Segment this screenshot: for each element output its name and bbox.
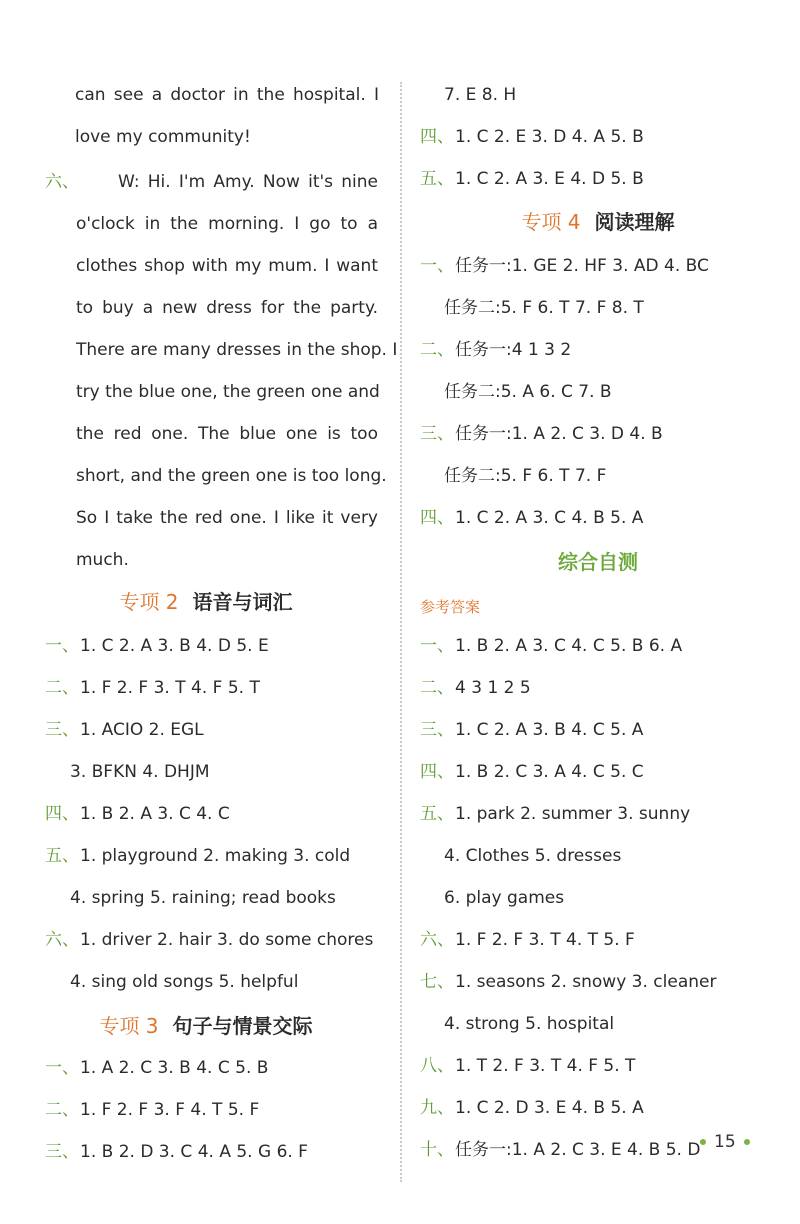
answer-line (76, 422, 378, 446)
question-marker: 二、 (420, 678, 454, 698)
section-number: 专项 4 (521, 210, 581, 234)
question-marker: 一、 (420, 636, 454, 656)
question-marker: 六、 (45, 172, 79, 192)
answer-text: 1. C 2. E 3. D 4. A 5. B (455, 127, 644, 147)
answer-line (420, 1138, 700, 1162)
question-marker: 六、 (420, 930, 454, 950)
answer-text: 3. BFKN 4. DHJM (70, 762, 210, 782)
answer-text: 1. B 2. C 3. A 4. C 5. C (455, 762, 644, 782)
answer-text: 1. C 2. A 3. B 4. C 5. A (455, 720, 644, 740)
answer-text: 4 3 1 2 5 (455, 678, 531, 698)
question-marker: 八、 (420, 1056, 454, 1076)
answer-line (420, 634, 682, 658)
answer-line (444, 83, 516, 107)
section-title: 阅读理解 (594, 210, 675, 234)
answer-line (420, 167, 644, 191)
answer-line (420, 1054, 635, 1078)
answer-line (45, 676, 260, 700)
answer-text: 4. Clothes 5. dresses (444, 846, 622, 866)
answer-text: o'clock in the morning. I go to a (76, 214, 378, 234)
question-marker: 九、 (420, 1098, 454, 1118)
answer-text: the red one. The blue one is too (76, 424, 378, 444)
page-number (692, 1132, 758, 1152)
question-marker: 五、 (420, 804, 454, 824)
answer-line (76, 548, 129, 572)
answer-line (76, 254, 378, 278)
answer-line (420, 254, 709, 278)
answer-text: 1. seasons 2. snowy 3. cleaner (455, 972, 717, 992)
answer-line (76, 296, 378, 320)
answer-text: 1. driver 2. hair 3. do some chores (80, 930, 374, 950)
answer-line (444, 296, 644, 320)
answer-text: love my community! (75, 127, 251, 147)
answer-text: 任务一:1. GE 2. HF 3. AD 4. BC (455, 256, 709, 276)
section-title: 句子与情景交际 (172, 1014, 313, 1038)
answer-text: W: Hi. I'm Amy. Now it's nine (118, 172, 378, 192)
answer-text: 4. sing old songs 5. helpful (70, 972, 299, 992)
answer-text: try the blue one, the green one and (76, 382, 380, 402)
answer-text: clothes shop with my mum. I want (76, 256, 378, 276)
answer-text: 任务一:4 1 3 2 (455, 340, 572, 360)
section-title: 综合自测 (558, 550, 638, 574)
question-marker: 五、 (45, 846, 79, 866)
answer-line (45, 802, 230, 826)
reference-answer-label: 参考答案 (420, 598, 481, 616)
answer-text: 1. A 2. C 3. B 4. C 5. B (80, 1058, 269, 1078)
question-marker: 三、 (45, 720, 79, 740)
answer-line (420, 970, 716, 994)
answer-text: can see a doctor in the hospital. I (75, 85, 379, 105)
answer-text: 4. spring 5. raining; read books (70, 888, 336, 908)
question-marker: 四、 (420, 127, 454, 147)
answer-line (444, 1012, 614, 1036)
answer-line (76, 212, 378, 236)
answer-text: 任务一:1. A 2. C 3. E 4. B 5. D (455, 1140, 701, 1160)
section-heading (408, 208, 788, 236)
answer-line (75, 83, 379, 107)
answer-text: 1. F 2. F 3. F 4. T 5. F (80, 1100, 260, 1120)
answer-line (420, 338, 571, 362)
answer-text: 1. C 2. A 3. E 4. D 5. B (455, 169, 644, 189)
answer-line (420, 1096, 644, 1120)
answer-text: 1. C 2. A 3. B 4. D 5. E (80, 636, 269, 656)
page-number-text: 15 (714, 1132, 736, 1152)
answer-text: 1. C 2. A 3. C 4. B 5. A (455, 508, 644, 528)
question-marker: 一、 (45, 1058, 79, 1078)
section-heading (0, 588, 412, 616)
dot-icon (700, 1139, 706, 1145)
answer-line (70, 760, 210, 784)
answer-line (75, 125, 251, 149)
question-marker: 七、 (420, 972, 454, 992)
answer-text: 1. B 2. A 3. C 4. C (80, 804, 230, 824)
answer-line (45, 928, 373, 952)
answer-text: 任务一:1. A 2. C 3. D 4. B (455, 424, 663, 444)
answer-text: 1. B 2. A 3. C 4. C 5. B 6. A (455, 636, 683, 656)
answer-text: 任务二:5. F 6. T 7. F 8. T (444, 298, 644, 318)
answer-text: much. (76, 550, 129, 570)
answer-line (76, 338, 398, 362)
section-number: 专项 2 (119, 590, 179, 614)
answer-text: 1. playground 2. making 3. cold (80, 846, 351, 866)
answer-line (76, 464, 387, 488)
question-marker: 四、 (45, 804, 79, 824)
answer-line (45, 718, 204, 742)
section-title: 语音与词汇 (192, 590, 293, 614)
answer-line (45, 634, 269, 658)
answer-line (45, 1056, 268, 1080)
answer-line (420, 928, 635, 952)
section-heading (0, 1012, 412, 1040)
answer-text: 1. F 2. F 3. T 4. T 5. F (455, 930, 635, 950)
question-marker: 二、 (45, 678, 79, 698)
answer-line (70, 886, 336, 910)
question-marker: 六、 (45, 930, 79, 950)
answer-text: 4. strong 5. hospital (444, 1014, 615, 1034)
answer-text: short, and the green one is too long. (76, 466, 387, 486)
answer-line (420, 760, 644, 784)
answer-line (76, 380, 378, 404)
answer-text: 1. F 2. F 3. T 4. F 5. T (80, 678, 260, 698)
answer-text: 6. play games (444, 888, 565, 908)
answer-text: 任务二:5. F 6. T 7. F (444, 466, 607, 486)
answer-text: 7. E 8. H (444, 85, 517, 105)
answer-text: 1. B 2. D 3. C 4. A 5. G 6. F (80, 1142, 308, 1162)
answer-line (420, 422, 663, 446)
answer-line (420, 506, 643, 530)
answer-line (444, 380, 612, 404)
answer-text: There are many dresses in the shop. I (76, 340, 398, 360)
answer-line (70, 970, 298, 994)
answer-line (444, 464, 606, 488)
question-marker: 三、 (45, 1142, 79, 1162)
answer-line (420, 676, 531, 700)
question-marker: 五、 (420, 169, 454, 189)
answer-text: to buy a new dress for the party. (76, 298, 378, 318)
dot-icon (744, 1139, 750, 1145)
answer-text: 任务二:5. A 6. C 7. B (444, 382, 612, 402)
answer-line (444, 886, 564, 910)
question-marker: 一、 (420, 256, 454, 276)
answer-line (444, 844, 621, 868)
question-marker: 十、 (420, 1140, 454, 1160)
answer-text: 1. park 2. summer 3. sunny (455, 804, 691, 824)
answer-line (420, 125, 644, 149)
question-marker: 二、 (420, 340, 454, 360)
answer-line (45, 1098, 259, 1122)
answer-line (420, 802, 690, 826)
question-marker: 二、 (45, 1100, 79, 1120)
question-marker: 四、 (420, 508, 454, 528)
question-marker: 四、 (420, 762, 454, 782)
answer-line (118, 170, 378, 194)
answer-line (76, 506, 378, 530)
answer-line (45, 1140, 308, 1164)
question-marker: 三、 (420, 720, 454, 740)
question-marker: 一、 (45, 636, 79, 656)
answer-text: 1. C 2. D 3. E 4. B 5. A (455, 1098, 644, 1118)
answer-line (420, 718, 643, 742)
question-marker: 三、 (420, 424, 454, 444)
answer-text: 1. ACIO 2. EGL (80, 720, 204, 740)
answer-line (45, 844, 350, 868)
section-heading (408, 548, 788, 576)
answer-text: So I take the red one. I like it very (76, 508, 378, 528)
section-number: 专项 3 (99, 1014, 159, 1038)
answer-text: 1. T 2. F 3. T 4. F 5. T (455, 1056, 636, 1076)
